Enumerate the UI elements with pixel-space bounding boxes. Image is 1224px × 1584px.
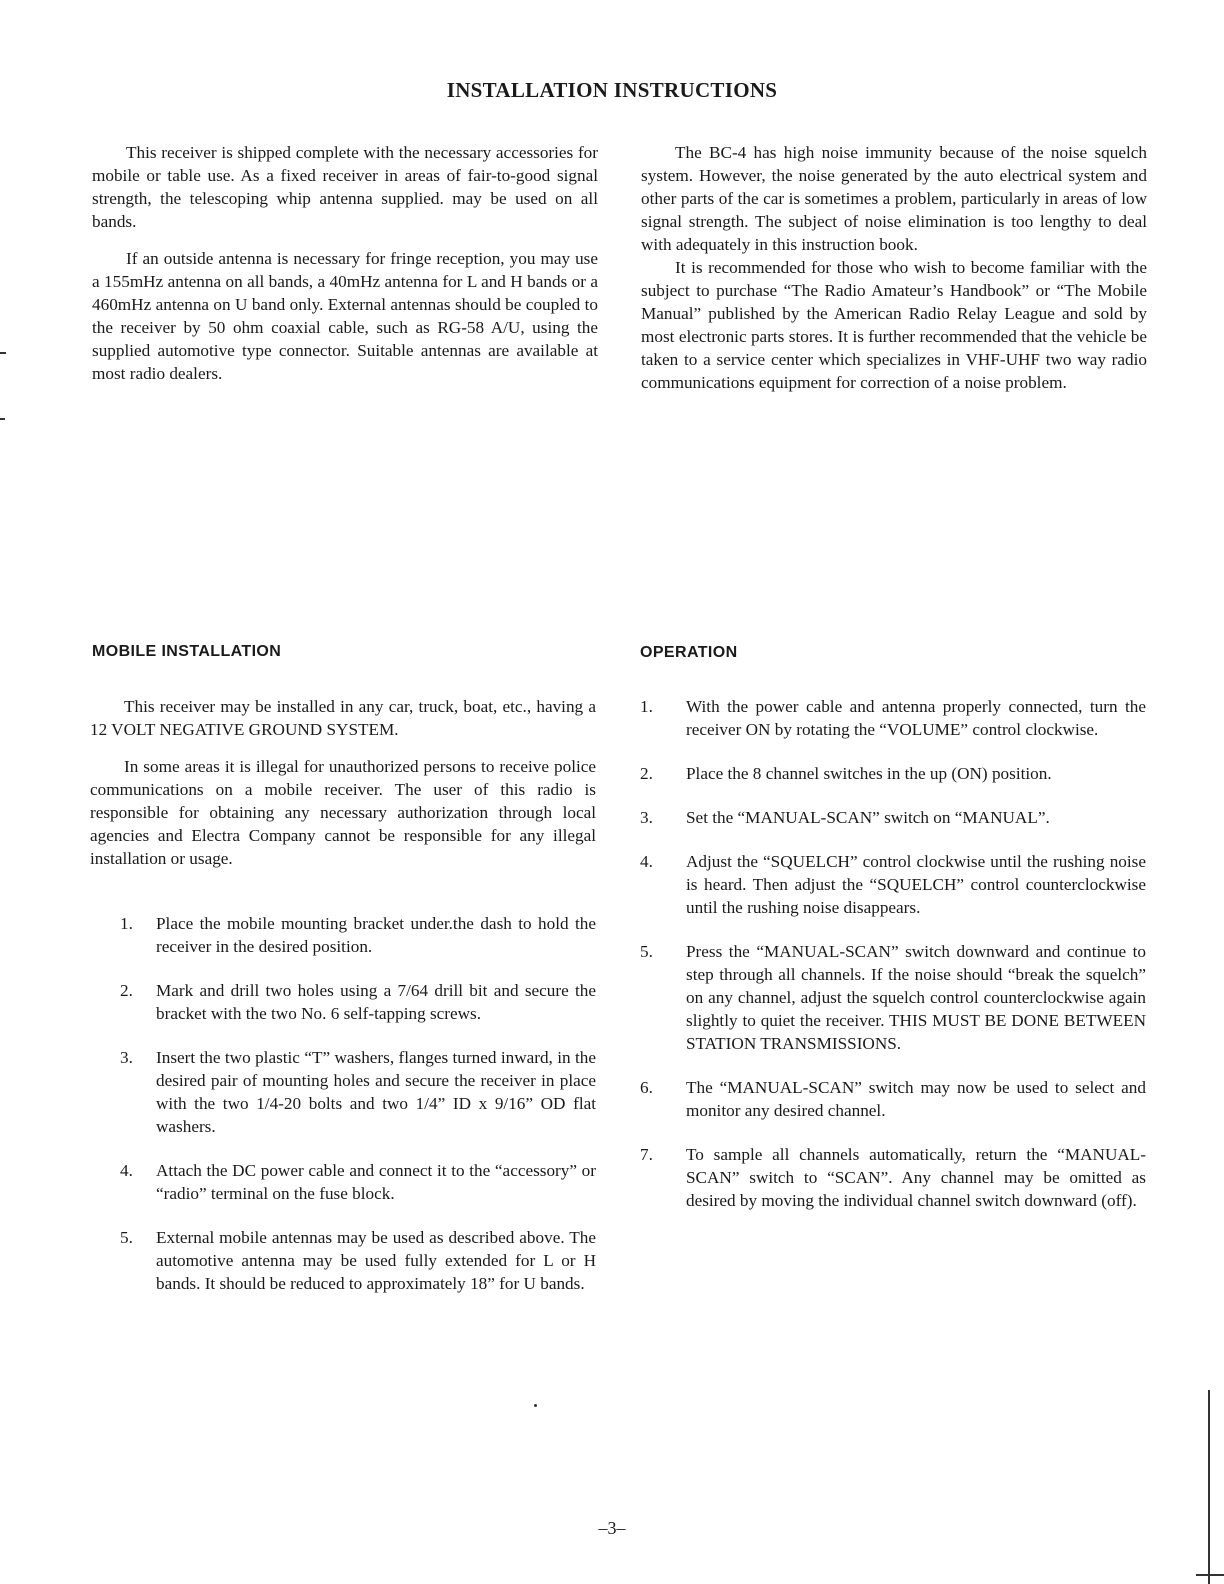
intro-left-column: [92, 141, 598, 385]
list-item: [90, 1046, 596, 1138]
step-number: 5.: [640, 942, 653, 961]
step-number: 7.: [640, 1145, 653, 1164]
step-number: 4.: [640, 852, 653, 871]
list-item: [640, 1143, 1146, 1212]
mobile-installation-heading: MOBILE INSTALLATION: [92, 643, 282, 660]
step-text: The “MANUAL-SCAN” switch may now be used to select and monitor any desired channel.: [686, 1078, 1146, 1120]
step-text: Mark and drill two holes using a 7/64 drill bit and secure the bracket with the two No. 6 self-tapping screws.: [156, 981, 596, 1023]
mobile-steps-list: [90, 912, 596, 1295]
list-item: [90, 979, 596, 1025]
mobile-installation-section: [90, 695, 596, 1316]
step-text: Press the “MANUAL-SCAN” switch downward and continue to step through all channels. If the noise should “break the squelch” on any channel, adjust the squelch control counterclockwise again slightly to quiet the receiver. THIS MUST BE DONE BETWEEN STATION TRANSMISSIONS.: [686, 942, 1146, 1053]
step-text: Place the mobile mounting bracket under.the dash to hold the receiver in the desired position.: [156, 914, 596, 956]
step-number: 2.: [120, 981, 133, 1000]
step-number: 3.: [640, 808, 653, 827]
list-item: [90, 912, 596, 958]
page-number: –3–: [598, 1518, 626, 1538]
step-number: 1.: [640, 697, 653, 716]
step-text: Attach the DC power cable and connect it to the “accessory” or “radio” terminal on the fuse block.: [156, 1161, 596, 1203]
step-number: 2.: [640, 764, 653, 783]
list-item: [640, 806, 1146, 829]
mobile-paragraph: In some areas it is illegal for unauthorized persons to receive police communications on a mobile receiver. The user of this radio is responsible for obtaining any necessary authorization through local agencies and Electra Company cannot be responsible for any illegal installation or usage.: [90, 757, 596, 868]
intro-paragraph: It is recommended for those who wish to become familiar with the subject to purchase “The Radio Amateur’s Handbook” or “The Mobile Manual” published by the American Radio Relay League and sold by most electronic parts stores. It is further recommended that the vehicle be taken to a service center which specializes in VHF-UHF two way radio communications equipment for correction of a noise problem.: [641, 258, 1147, 392]
scan-mark: [534, 1404, 537, 1407]
scan-mark: [0, 352, 6, 354]
step-text: Set the “MANUAL-SCAN” switch on “MANUAL”.: [686, 808, 1050, 827]
list-item: [640, 762, 1146, 785]
step-text: Insert the two plastic “T” washers, flanges turned inward, in the desired pair of mounting holes and secure the receiver in place with the two 1/4-20 bolts and two 1/4” ID x 9/16” OD flat washers.: [156, 1048, 596, 1136]
intro-right-column: [641, 141, 1147, 394]
scan-mark: [1196, 1574, 1224, 1576]
intro-paragraph: The BC-4 has high noise immunity because of the noise squelch system. However, the noise generated by the auto electrical system and other parts of the car is sometimes a problem, particularly in areas of low signal strength. The subject of noise elimination is too lengthy to deal with adequately in this instruction book.: [641, 143, 1147, 254]
step-number: 1.: [120, 914, 133, 933]
step-number: 4.: [120, 1161, 133, 1180]
list-item: [640, 850, 1146, 919]
list-item: [640, 940, 1146, 1055]
page-title: INSTALLATION INSTRUCTIONS: [446, 78, 778, 102]
operation-steps-list: [640, 695, 1146, 1212]
step-text: External mobile antennas may be used as described above. The automotive antenna may be used fully extended for L or H bands. It should be reduced to approximately 18” for U bands.: [156, 1228, 596, 1293]
step-number: 5.: [120, 1228, 133, 1247]
step-text: With the power cable and antenna properly connected, turn the receiver ON by rotating the “VOLUME” control clockwise.: [686, 697, 1146, 739]
intro-paragraph: If an outside antenna is necessary for fringe reception, you may use a 155mHz antenna on all bands, a 40mHz antenna for L and H bands or a 460mHz antenna on U band only. External antennas should be coupled to the receiver by 50 ohm coaxial cable, such as RG-58 A/U, using the supplied automotive type connector. Suitable antennas are available at most radio dealers.: [92, 249, 598, 383]
step-text: Place the 8 channel switches in the up (ON) position.: [686, 764, 1052, 783]
list-item: [90, 1226, 596, 1295]
scan-mark: [0, 418, 5, 420]
step-text: To sample all channels automatically, return the “MANUAL-SCAN” switch to “SCAN”. Any channel may be omitted as desired by moving the individual channel switch downward (off).: [686, 1145, 1146, 1210]
list-item: [90, 1159, 596, 1205]
intro-paragraph: This receiver is shipped complete with the necessary accessories for mobile or table use. As a fixed receiver in areas of fair-to-good signal strength, the telescoping whip antenna supplied. may be used on all bands.: [92, 143, 598, 231]
list-item: [640, 1076, 1146, 1122]
operation-heading: OPERATION: [640, 644, 738, 661]
operation-section: [640, 695, 1146, 1233]
list-item: [640, 695, 1146, 741]
step-text: Adjust the “SQUELCH” control clockwise until the rushing noise is heard. Then adjust the “SQUELCH” control counterclockwise until the rushing noise disappears.: [686, 852, 1146, 917]
step-number: 3.: [120, 1048, 133, 1067]
mobile-paragraph: This receiver may be installed in any car, truck, boat, etc., having a 12 VOLT NEGATIVE GROUND SYSTEM.: [90, 697, 596, 739]
scan-mark: [1208, 1390, 1210, 1584]
step-number: 6.: [640, 1078, 653, 1097]
